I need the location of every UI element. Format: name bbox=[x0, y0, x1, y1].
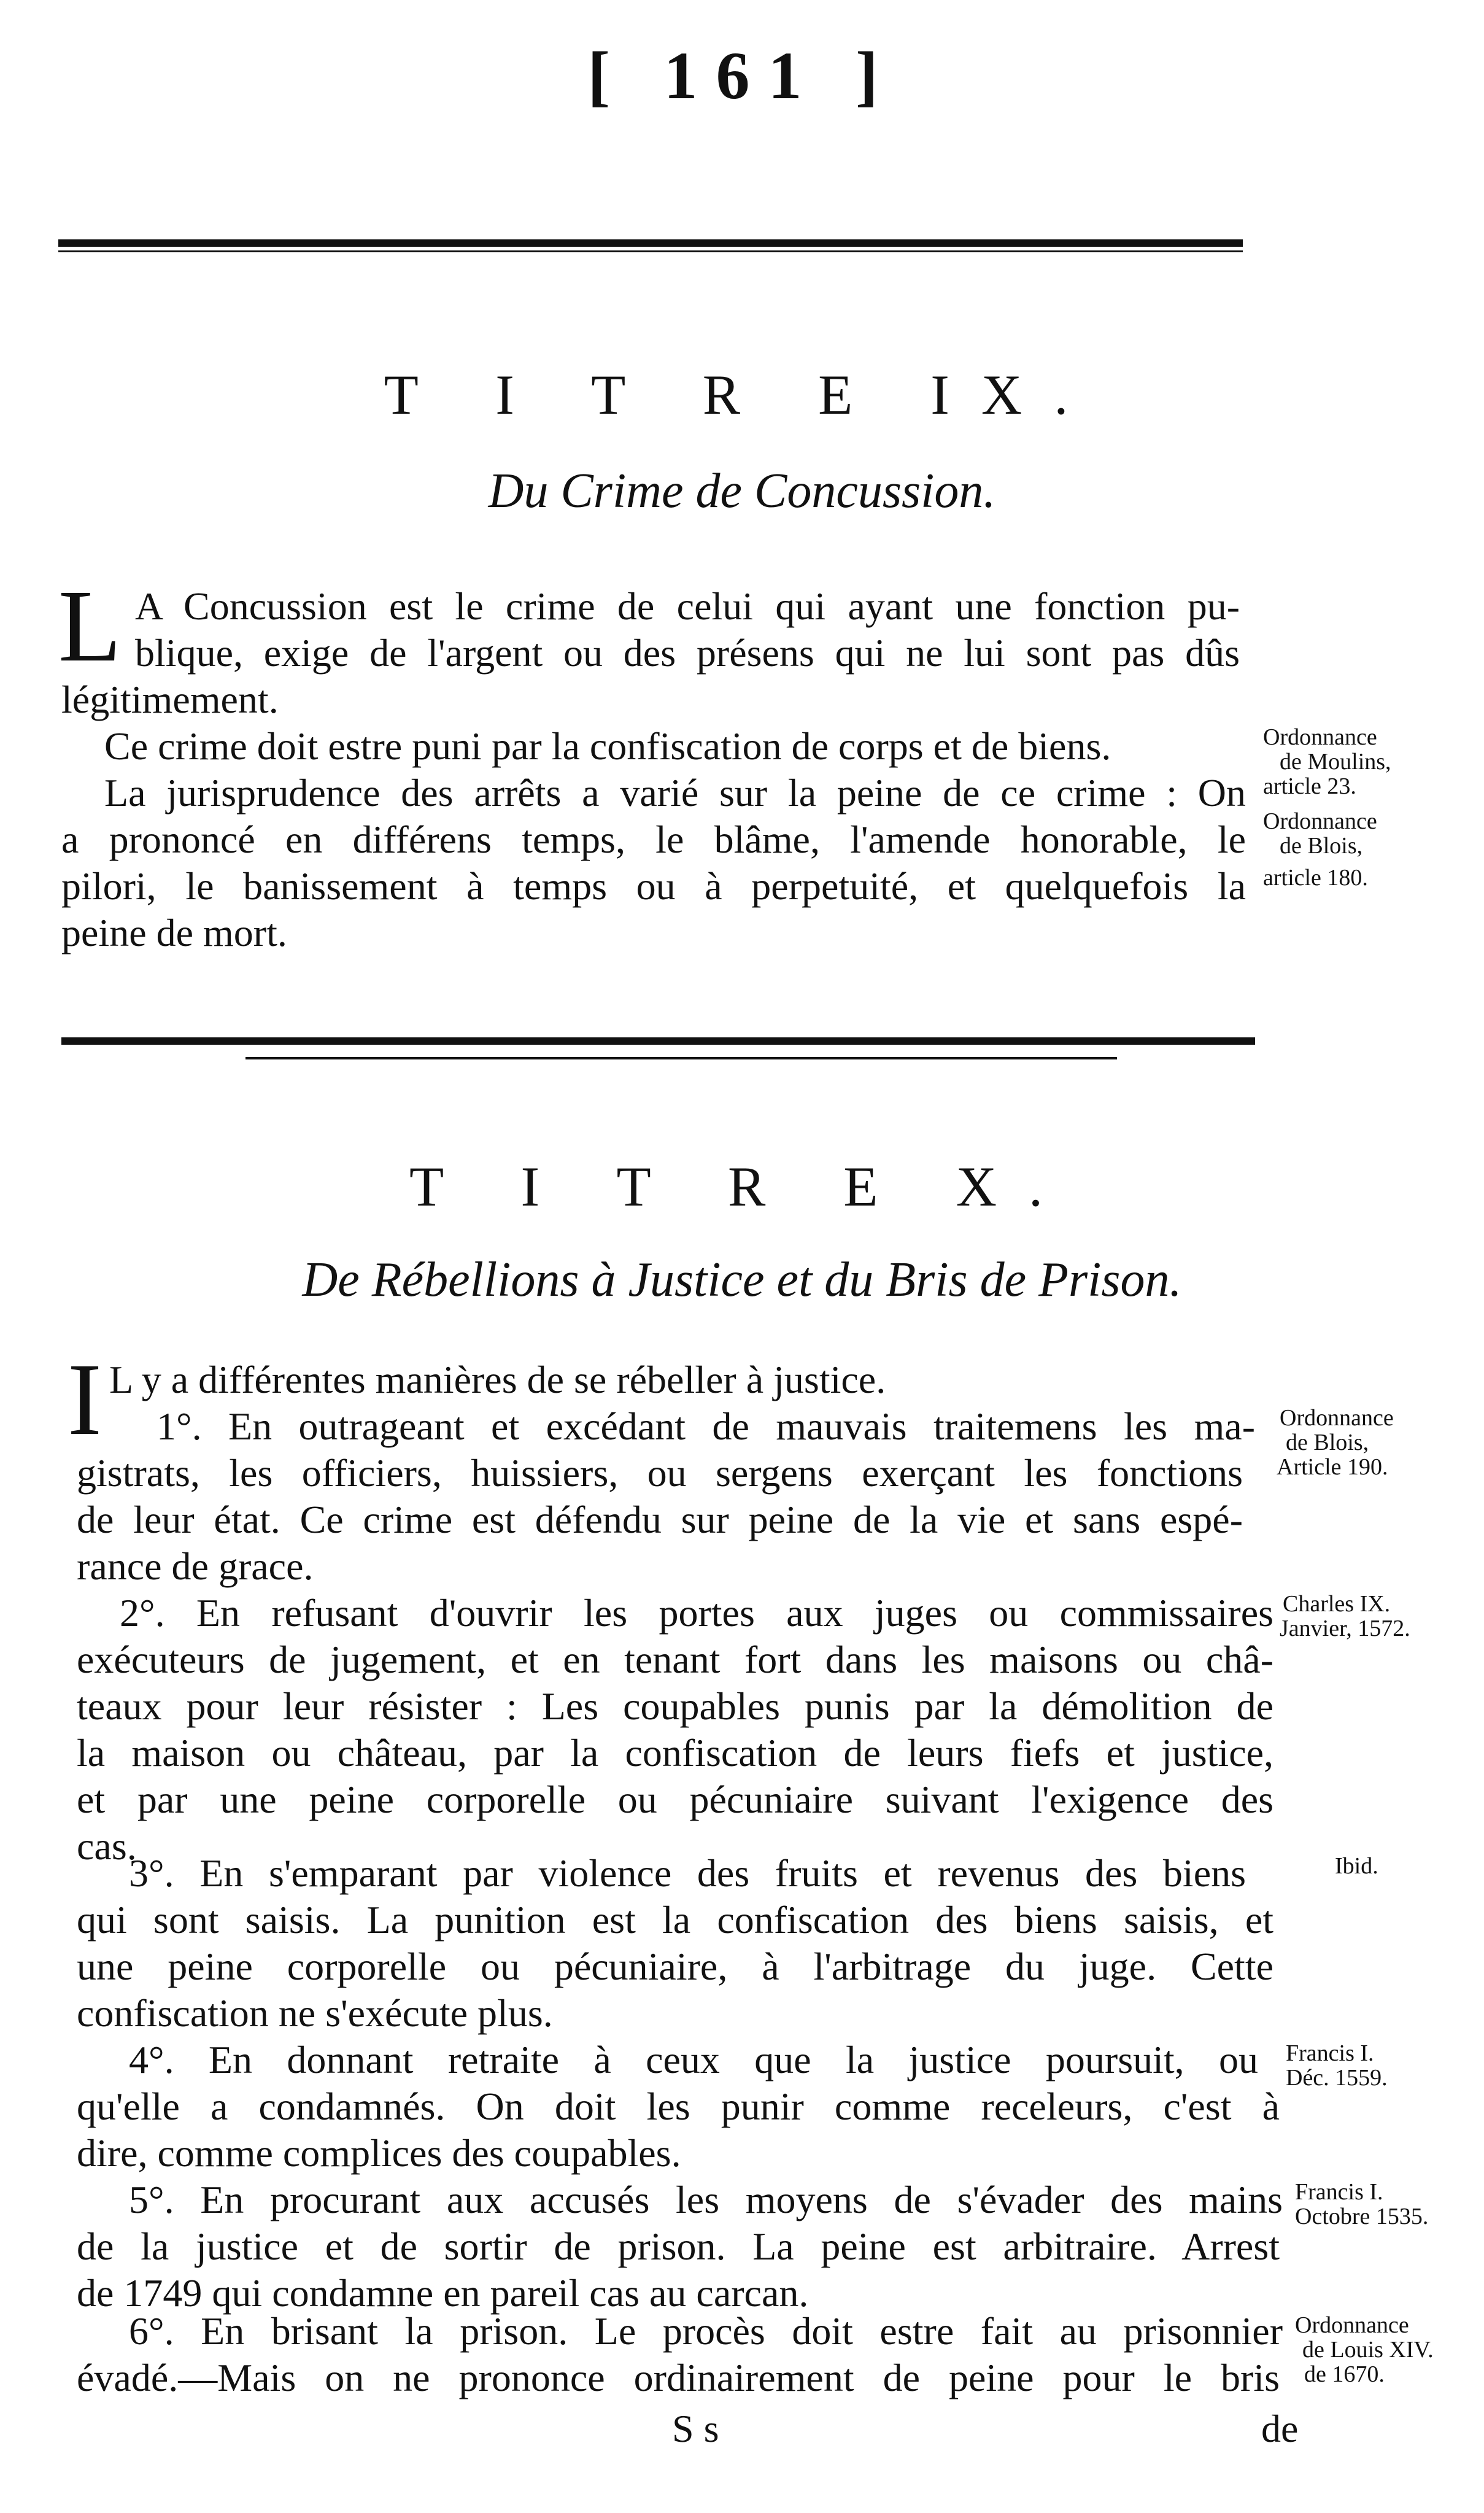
text-line: 5°. En procurant aux accusés les moyens de s'évader des mains bbox=[129, 2178, 1283, 2221]
margin-note: Déc. 1559. bbox=[1286, 2065, 1388, 2091]
page-number: [ 161 ] bbox=[587, 38, 897, 113]
margin-note: de 1670. bbox=[1304, 2361, 1385, 2387]
middle-rule-thin bbox=[245, 1057, 1117, 1059]
text-line: 4°. En donnant retraite à ceux que la justice poursuit, ou bbox=[129, 2038, 1258, 2081]
top-rule-thick bbox=[58, 239, 1243, 247]
text-line: la maison ou château, par la confiscation de leurs fiefs et justice, bbox=[77, 1731, 1273, 1775]
margin-note: Ordonnance bbox=[1280, 1405, 1394, 1431]
text-line: blique, exige de l'argent ou des présens qui ne lui sont pas dûs bbox=[135, 631, 1240, 675]
text-line: 2°. En refusant d'ouvrir les portes aux juges ou commissaires bbox=[120, 1591, 1273, 1635]
text-line: peine de mort. bbox=[61, 911, 287, 954]
text-line: qui sont saisis. La punition est la confiscation des biens saisis, et bbox=[77, 1898, 1273, 1942]
top-rule-thin bbox=[58, 250, 1243, 252]
text-line: évadé.—Mais on ne prononce ordinairement de peine pour le bris bbox=[77, 2356, 1280, 2399]
text-line: qu'elle a condamnés. On doit les punir comme receleurs, c'est à bbox=[77, 2085, 1280, 2128]
margin-note: de Moulins, bbox=[1280, 749, 1391, 775]
text-line: 6°. En brisant la prison. Le procès doit estre fait au prisonnier bbox=[129, 2309, 1283, 2353]
margin-note: Article 190. bbox=[1277, 1454, 1388, 1480]
text-line: de leur état. Ce crime est défendu sur peine de la vie et sans espé- bbox=[77, 1498, 1243, 1541]
margin-note: Ordonnance bbox=[1295, 2312, 1409, 2338]
text-line: L y a différentes manières de se rébeller à justice. bbox=[109, 1358, 886, 1401]
margin-note: Ordonnance bbox=[1263, 808, 1377, 834]
text-line: 3°. En s'emparant par violence des fruits et revenus des biens bbox=[129, 1851, 1246, 1895]
text-line: dire, comme complices des coupables. bbox=[77, 2131, 681, 2175]
margin-note: de Louis XIV. bbox=[1302, 2337, 1434, 2363]
margin-note: Francis I. bbox=[1295, 2179, 1383, 2205]
text-line: A Concussion est le crime de celui qui ayant une fonction pu- bbox=[135, 584, 1240, 628]
title-ix-heading: T I T R E IX. bbox=[384, 363, 1100, 426]
margin-note: Octobre 1535. bbox=[1295, 2204, 1429, 2229]
margin-note: de Blois, bbox=[1280, 833, 1363, 859]
catchword: de bbox=[1261, 2407, 1299, 2450]
text-line: et par une peine corporelle ou pécuniaire suivant l'exigence des bbox=[77, 1778, 1273, 1821]
text-line: Ce crime doit estre puni par la confiscation de corps et de biens. bbox=[104, 724, 1111, 768]
text-line: La jurisprudence des arrêts a varié sur la peine de ce crime : On bbox=[104, 771, 1246, 815]
margin-note: Ibid. bbox=[1335, 1853, 1378, 1879]
text-line: de 1749 qui condamne en pareil cas au carcan. bbox=[77, 2271, 809, 2315]
text-line: pilori, le banissement à temps ou à perpetuité, et quelquefois la bbox=[61, 864, 1246, 908]
text-line: exécuteurs de jugement, et en tenant fort dans les maisons ou châ- bbox=[77, 1638, 1273, 1681]
middle-rule-thick bbox=[61, 1037, 1255, 1045]
margin-note: article 180. bbox=[1263, 865, 1368, 891]
text-line: cas. bbox=[77, 1824, 137, 1868]
margin-note: article 23. bbox=[1263, 773, 1356, 799]
drop-cap-i: I bbox=[68, 1342, 102, 1457]
text-line: 1°. En outrageant et excédant de mauvais traitemens les ma- bbox=[157, 1404, 1255, 1448]
text-line: gistrats, les officiers, huissiers, ou sergens exerçant les fonctions bbox=[77, 1451, 1243, 1495]
text-line: a prononcé en différens temps, le blâme, l'amende honorable, le bbox=[61, 818, 1246, 861]
text-line: confiscation ne s'exécute plus. bbox=[77, 1991, 553, 2035]
text-line: rance de grace. bbox=[77, 1544, 314, 1588]
margin-note: Francis I. bbox=[1286, 2040, 1374, 2066]
margin-note: de Blois, bbox=[1286, 1430, 1369, 1455]
title-x-heading: T I T R E X. bbox=[409, 1155, 1075, 1218]
margin-note: Charles IX. bbox=[1283, 1591, 1391, 1617]
text-line: une peine corporelle ou pécuniaire, à l'arbitrage du juge. Cette bbox=[77, 1945, 1273, 1988]
text-line: de la justice et de sortir de prison. La peine est arbitraire. Arrest bbox=[77, 2225, 1280, 2268]
drop-cap-l: L bbox=[58, 569, 122, 683]
signature-mark: S s bbox=[672, 2407, 719, 2450]
text-line: teaux pour leur résister : Les coupables punis par la démolition de bbox=[77, 1684, 1273, 1728]
margin-note: Ordonnance bbox=[1263, 724, 1377, 750]
text-line: légitimement. bbox=[61, 678, 279, 721]
title-x-subtitle: De Rébellions à Justice et du Bris de Prison. bbox=[302, 1253, 1182, 1307]
margin-note: Janvier, 1572. bbox=[1280, 1616, 1410, 1641]
title-ix-subtitle: Du Crime de Concussion. bbox=[488, 464, 996, 518]
